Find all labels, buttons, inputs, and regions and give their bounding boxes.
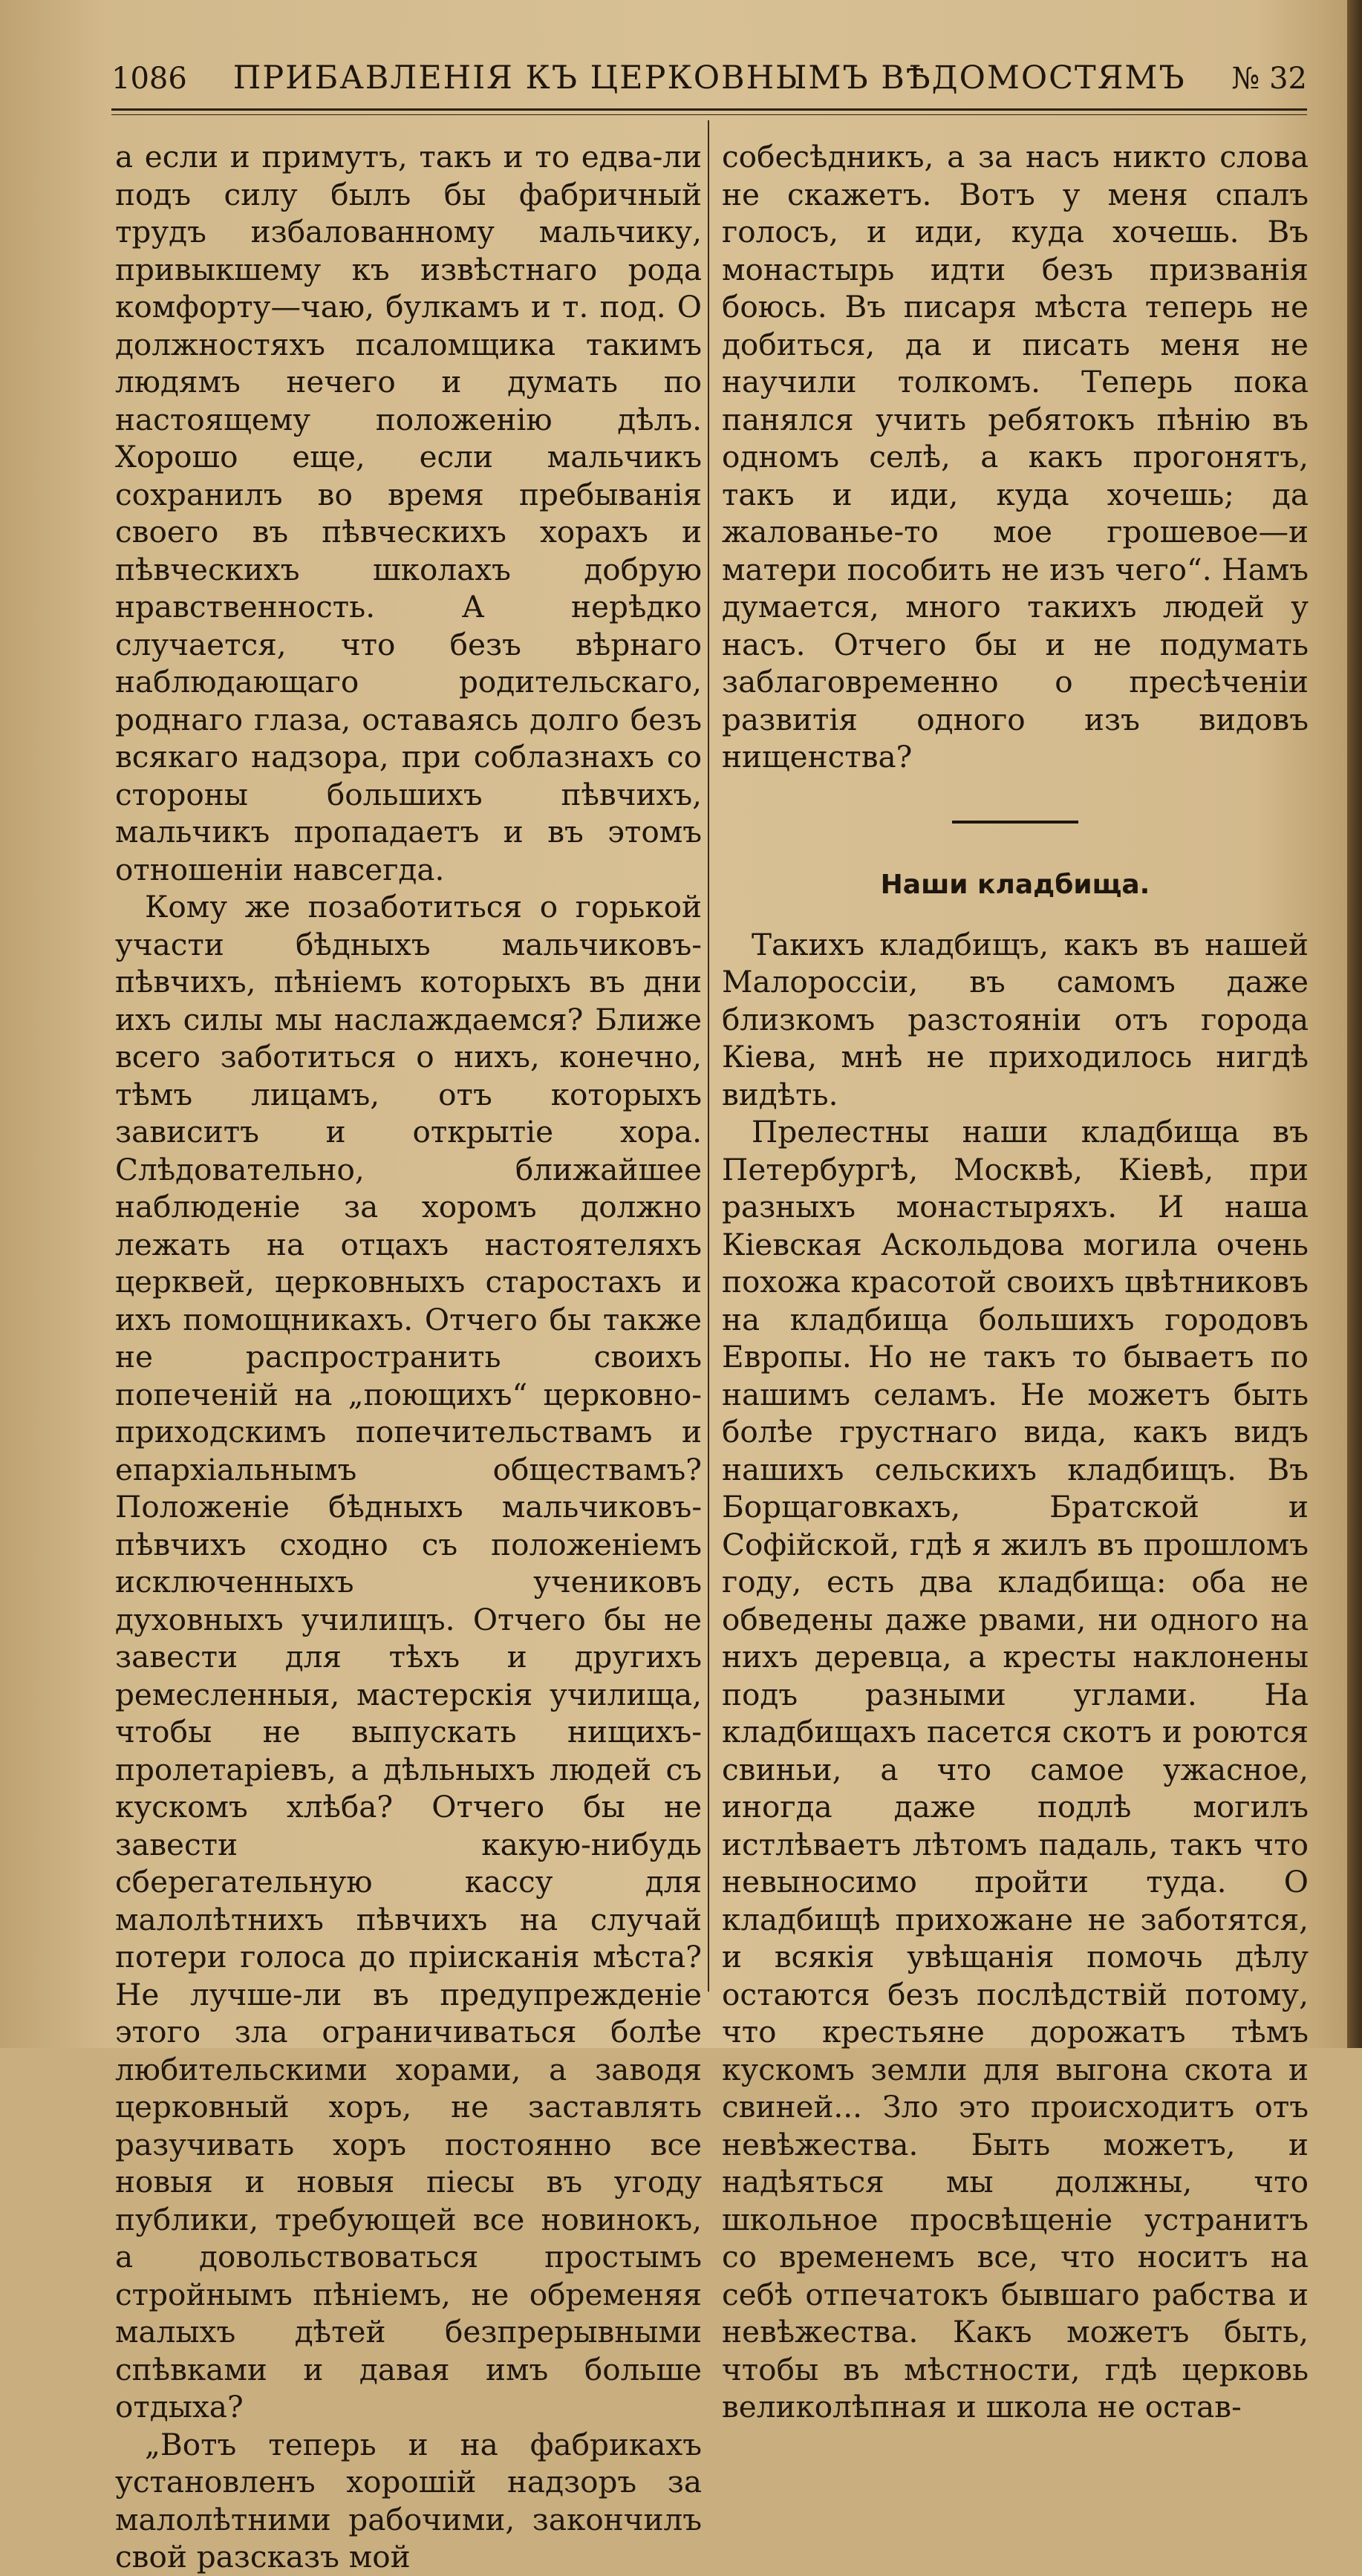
column-divider — [708, 120, 709, 1992]
header-rule-bottom — [111, 114, 1307, 115]
right-paragraph-2: Такихъ кладбищъ, какъ въ нашей Малороссіи, въ самомъ даже близкомъ разстояніи отъ города Кіева, мнѣ не приходилось нигдѣ видѣть. — [722, 926, 1309, 1112]
header-rule-top — [111, 108, 1307, 111]
page-number: 1086 — [111, 62, 187, 96]
journal-title: ПРИБАВЛЕНІЯ КЪ ЦЕРКОВНЫМЪ ВѢДОМОСТЯМЪ — [232, 59, 1186, 97]
issue-number: № 32 — [1231, 62, 1307, 96]
left-paragraph-3: „Вотъ теперь и на фабрикахъ установленъ хорошій надзоръ за малолѣтними рабочими, закончилъ свой разсказъ мой — [115, 2426, 702, 2575]
left-column — [115, 138, 702, 2576]
left-paragraph-1: а если и примутъ, такъ и то едва-ли подъ силу былъ бы фабричный трудъ избалованному мальчику, привыкшему къ извѣстнаго рода комфорту—чаю, булкамъ и т. под. О должностяхъ псаломщика такимъ людямъ нечего и думать по настоящему положенію дѣлъ. Хорошо еще, если мальчикъ сохранилъ во время пребыванія своего въ пѣвческихъ хорахъ и пѣвческихъ школахъ добрую нравственность. А нерѣдко случается, что безъ вѣрнаго наблюдающаго родительскаго, роднаго глаза, оставаясь долго безъ всякаго надзора, при соблазнахъ со стороны большихъ пѣвчихъ, мальчикъ пропадаетъ и въ этомъ отношеніи навсегда. — [115, 139, 702, 887]
section-separator — [952, 821, 1078, 824]
section-heading: Наши кладбища. — [880, 869, 1150, 900]
right-paragraph-3: Прелестны наши кладбища въ Петербургѣ, Москвѣ, Кіевѣ, при разныхъ монастыряхъ. И наша Кіевская Аскольдова могила очень похожа красотой своихъ цвѣтниковъ на кладбища большихъ городовъ Европы. Но не такъ то бываетъ по нашимъ селамъ. Не можетъ быть болѣе грустнаго вида, какъ видъ нашихъ сельскихъ кладбищъ. Въ Борщаговкахъ, Братской и Софійской, гдѣ я жилъ въ прошломъ году, есть два кладбища: оба не обведены даже рвами, ни одного на нихъ деревца, а кресты наклонены подъ разными углами. На кладбищахъ пасется скотъ и роются свиньи, а что самое ужасное, иногда даже подлѣ могилъ истлѣваетъ лѣтомъ падаль, такъ что невыносимо пройти туда. О кладбищѣ прихожане не заботятся, и всякія увѣщанія помочь дѣлу остаются безъ послѣдствій потому, что крестьяне дорожатъ тѣмъ кускомъ земли для выгона скота и свиней... Зло это происходитъ отъ невѣжества. Быть можетъ, и надѣяться мы должны, что школьное просвѣщеніе устранитъ со временемъ все, что носитъ на себѣ отпечатокъ бывшаго рабства и невѣжества. Какъ можетъ быть, чтобы въ мѣстности, гдѣ церковь великолѣпная и школа не остав- — [722, 1114, 1309, 2425]
right-column — [722, 138, 1309, 2426]
page-edge — [1347, 0, 1362, 2048]
right-paragraph-1: собесѣдникъ, а за насъ никто слова не скажетъ. Вотъ у меня спалъ голосъ, и иди, куда хочешь. Въ монастырь идти безъ призванія боюсь. Въ писаря мѣста теперь не добиться, да и писать меня не научили толкомъ. Теперь пока панялся учить ребятокъ пѣнію въ одномъ селѣ, а какъ прогонятъ, такъ и иди, куда хочешь; да жалованье-то мое грошевое—и матери пособить не изъ чего“. Намъ думается, много такихъ людей у насъ. Отчего бы и не подумать заблаговременно о пресѣченіи развитія одного изъ видовъ нищенства? — [722, 139, 1309, 775]
running-header — [111, 59, 1307, 111]
left-paragraph-2: Кому же позаботиться о горькой участи бѣдныхъ мальчиковъ-пѣвчихъ, пѣніемъ которыхъ въ дни ихъ силы мы наслаждаемся? Ближе всего заботиться о нихъ, конечно, тѣмъ лицамъ, отъ которыхъ зависитъ и открытіе хора. Слѣдовательно, ближайшее наблюденіе за хоромъ должно лежать на отцахъ настоятеляхъ церквей, церковныхъ старостахъ и ихъ помощникахъ. Отчего бы также не распространить своихъ попеченій на „поющихъ“ церковно-приходскимъ попечительствамъ и епархіальнымъ обществамъ? Положеніе бѣдныхъ мальчиковъ-пѣвчихъ сходно съ положеніемъ исключенныхъ учениковъ духовныхъ училищъ. Отчего бы не завести для тѣхъ и другихъ ремесленныя, мастерскія училища, чтобы не выпускать нищихъ-пролетаріевъ, а дѣльныхъ людей съ кускомъ хлѣба? Отчего бы не завести какую-нибудь сберегательную кассу для малолѣтнихъ пѣвчихъ на случай потери голоса до пріисканія мѣста? Не лучше-ли въ предупрежденіе этого зла ограничиваться болѣе любительскими хорами, а заводя церковный хоръ, не заставлять разучивать хоръ постоянно все новыя и новыя піесы въ угоду публики, требующей все новинокъ, а довольствоваться простымъ стройнымъ пѣніемъ, не обременяя малыхъ дѣтей безпрерывными спѣвками и давая имъ больше отдыха? — [115, 889, 702, 2425]
